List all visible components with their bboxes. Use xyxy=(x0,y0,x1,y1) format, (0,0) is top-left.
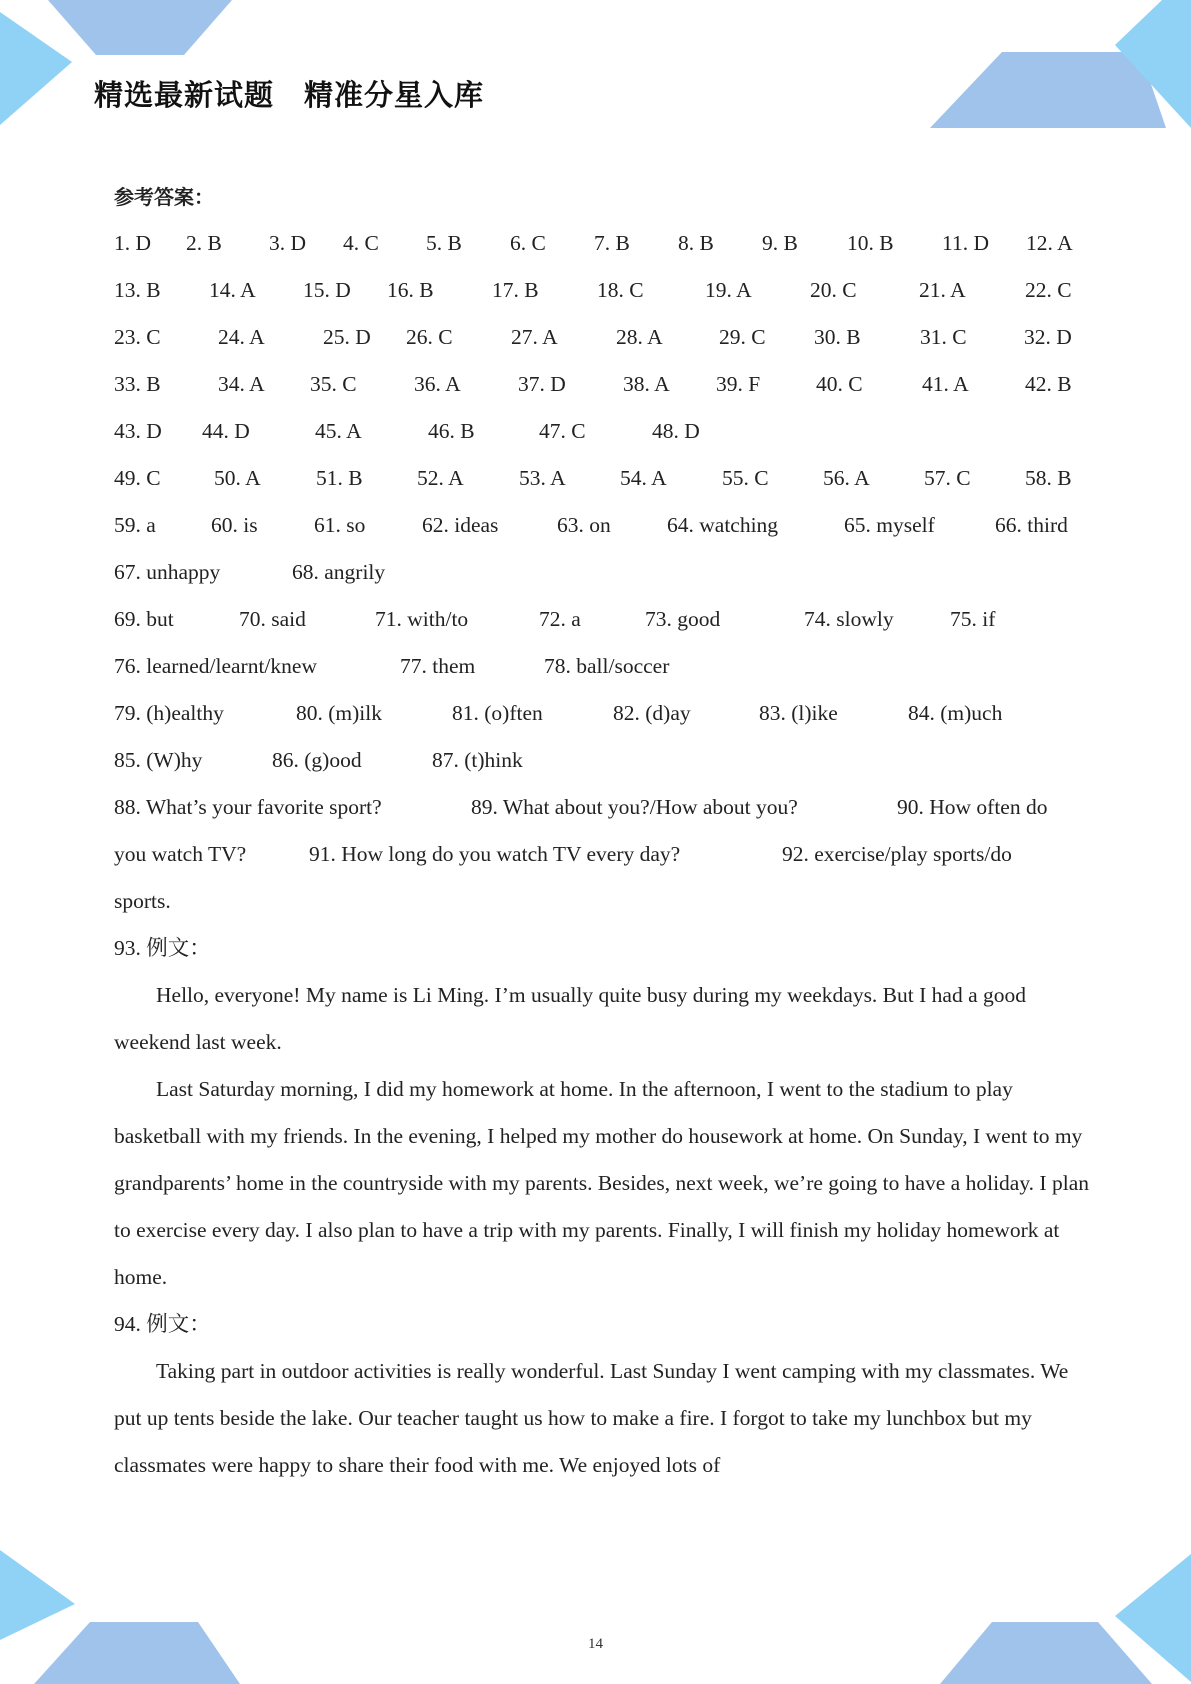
answer-item: 79. (h)ealthy xyxy=(114,701,224,725)
page-number: 14 xyxy=(588,1636,603,1652)
answer-item: 92. exercise/play sports/do xyxy=(782,842,1012,866)
answer-row xyxy=(114,314,1094,361)
answer-item: you watch TV? xyxy=(114,842,247,866)
header-title: 精选最新试题 精准分星入库 xyxy=(94,78,485,112)
answer-item: 42. B xyxy=(1025,372,1072,396)
answer-item: 43. D xyxy=(114,419,162,443)
answer-item: 90. How often do xyxy=(897,795,1048,819)
answer-item: 8. B xyxy=(678,231,714,255)
answer-item: 2. B xyxy=(186,231,222,255)
answer-item: 34. A xyxy=(218,372,265,396)
answer-item: 70. said xyxy=(239,607,306,631)
answer-item: 44. D xyxy=(202,419,250,443)
answer-item: 73. good xyxy=(645,607,721,631)
answer-row xyxy=(114,831,1094,878)
answer-item: 36. A xyxy=(414,372,461,396)
answer-item: 75. if xyxy=(950,607,996,631)
answer-item: 76. learned/learnt/knew xyxy=(114,654,317,678)
answer-row xyxy=(114,502,1094,549)
answer-item: 20. C xyxy=(810,278,857,302)
answer-item: 68. angrily xyxy=(292,560,386,584)
answer-item: 12. A xyxy=(1026,231,1073,255)
answer-item: 91. How long do you watch TV every day? xyxy=(309,842,681,866)
essay-93-paragraph: Last Saturday morning, I did my homework at home. In the afternoon, I went to the stadium to play basketball with my friends. In the evening, I helped my mother do housework at home. On Sunday, I went to my grandparents’ home in the countryside with my parents. Besides, next week, we’re going to have a holiday. I plan to exercise every day. I also plan to have a trip with my parents. Finally, I will finish my holiday homework at home. xyxy=(114,1077,1089,1289)
answer-item: 15. D xyxy=(303,278,351,302)
answer-item: 53. A xyxy=(519,466,566,490)
answer-row xyxy=(114,220,1094,267)
answer-item: 5. B xyxy=(426,231,462,255)
answer-item: 21. A xyxy=(919,278,966,302)
answer-item: 67. unhappy xyxy=(114,560,221,584)
answer-item: 22. C xyxy=(1025,278,1072,302)
answer-item: 11. D xyxy=(942,231,989,255)
answer-item: 69. but xyxy=(114,607,174,631)
answer-item: 49. C xyxy=(114,466,161,490)
answer-row xyxy=(114,361,1094,408)
answer-item: 81. (o)ften xyxy=(452,701,543,725)
answer-row xyxy=(114,643,1094,690)
answer-item: 28. A xyxy=(616,325,663,349)
answer-item: 23. C xyxy=(114,325,161,349)
answer-item: 9. B xyxy=(762,231,798,255)
answer-item: 56. A xyxy=(823,466,870,490)
answer-item: 58. B xyxy=(1025,466,1072,490)
answer-item: 55. C xyxy=(722,466,769,490)
essay-93-label: 93. 例文： xyxy=(114,936,211,960)
answer-item: 51. B xyxy=(316,466,363,490)
answer-row xyxy=(114,878,1094,925)
answer-item: 77. them xyxy=(400,654,476,678)
answer-item: 24. A xyxy=(218,325,265,349)
answer-row xyxy=(114,549,1094,596)
answer-item: 18. C xyxy=(597,278,644,302)
answer-item: 31. C xyxy=(920,325,967,349)
answer-item: 19. A xyxy=(705,278,752,302)
answer-item: 33. B xyxy=(114,372,161,396)
answer-item: 66. third xyxy=(995,513,1068,537)
answer-item: 82. (d)ay xyxy=(613,701,691,725)
answer-item: 71. with/to xyxy=(375,607,469,631)
answer-item: 46. B xyxy=(428,419,475,443)
answer-item: 62. ideas xyxy=(422,513,499,537)
answer-item: 83. (l)ike xyxy=(759,701,838,725)
answer-item: 86. (g)ood xyxy=(272,748,362,772)
answer-item: 29. C xyxy=(719,325,766,349)
answer-item: 39. F xyxy=(716,372,761,396)
answer-item: 7. B xyxy=(594,231,630,255)
answer-item: 80. (m)ilk xyxy=(296,701,382,725)
answer-item: 1. D xyxy=(114,231,152,255)
answer-item: 3. D xyxy=(269,231,307,255)
answer-item: 47. C xyxy=(539,419,586,443)
answer-item: 61. so xyxy=(314,513,366,537)
answer-row xyxy=(114,267,1094,314)
answer-item: 25. D xyxy=(323,325,371,349)
answer-item: 88. What’s your favorite sport? xyxy=(114,795,382,819)
answer-row xyxy=(114,408,1094,455)
essay-93-paragraph: Hello, everyone! My name is Li Ming. I’m usually quite busy during my weekdays. But I had a good weekend last week. xyxy=(114,983,1026,1054)
corner-decoration-bottom-right xyxy=(940,1540,1191,1684)
answer-item: 10. B xyxy=(847,231,894,255)
answer-item: 59. a xyxy=(114,513,156,537)
answer-item: sports. xyxy=(114,889,171,913)
answer-item: 4. C xyxy=(343,231,379,255)
answer-item: 13. B xyxy=(114,278,161,302)
essay-94-label: 94. 例文： xyxy=(114,1312,211,1336)
answer-item: 32. D xyxy=(1024,325,1072,349)
answer-item: 48. D xyxy=(652,419,700,443)
answers-title: 参考答案： xyxy=(114,185,214,209)
answer-item: 30. B xyxy=(814,325,861,349)
answer-item: 6. C xyxy=(510,231,546,255)
answer-item: 50. A xyxy=(214,466,261,490)
essay-94-paragraph: Taking part in outdoor activities is really wonderful. Last Sunday I went camping with my classmates. We put up tents beside the lake. Our teacher taught us how to make a fire. I forgot to take my lunchbox but my classmates were happy to share their food with me. We enjoyed lots of xyxy=(114,1359,1069,1477)
answer-row xyxy=(114,690,1094,737)
answer-item: 74. slowly xyxy=(804,607,894,631)
answer-item: 87. (t)hink xyxy=(432,748,523,772)
answer-item: 84. (m)uch xyxy=(908,701,1003,725)
answer-item: 57. C xyxy=(924,466,971,490)
answer-item: 89. What about you?/How about you? xyxy=(471,795,798,819)
answer-item: 63. on xyxy=(557,513,611,537)
answer-item: 85. (W)hy xyxy=(114,748,203,772)
answer-item: 16. B xyxy=(387,278,434,302)
answer-item: 14. A xyxy=(209,278,256,302)
answer-item: 60. is xyxy=(211,513,258,537)
answer-item: 54. A xyxy=(620,466,667,490)
corner-decoration-bottom-left xyxy=(0,1540,250,1684)
answer-item: 37. D xyxy=(518,372,566,396)
answer-item: 78. ball/soccer xyxy=(544,654,670,678)
answer-row xyxy=(114,596,1094,643)
answer-row xyxy=(114,737,1094,784)
answer-row xyxy=(114,784,1094,831)
answer-content xyxy=(114,178,1094,1489)
answer-item: 35. C xyxy=(310,372,357,396)
answer-item: 45. A xyxy=(315,419,362,443)
answer-item: 26. C xyxy=(406,325,453,349)
answer-item: 65. myself xyxy=(844,513,935,537)
answer-item: 17. B xyxy=(492,278,539,302)
answer-item: 27. A xyxy=(511,325,558,349)
answer-item: 52. A xyxy=(417,466,464,490)
answer-item: 72. a xyxy=(539,607,581,631)
answer-item: 41. A xyxy=(922,372,969,396)
answer-row xyxy=(114,455,1094,502)
answer-item: 38. A xyxy=(623,372,670,396)
answer-item: 40. C xyxy=(816,372,863,396)
corner-decoration-top-right xyxy=(930,0,1191,135)
answer-item: 64. watching xyxy=(667,513,779,537)
